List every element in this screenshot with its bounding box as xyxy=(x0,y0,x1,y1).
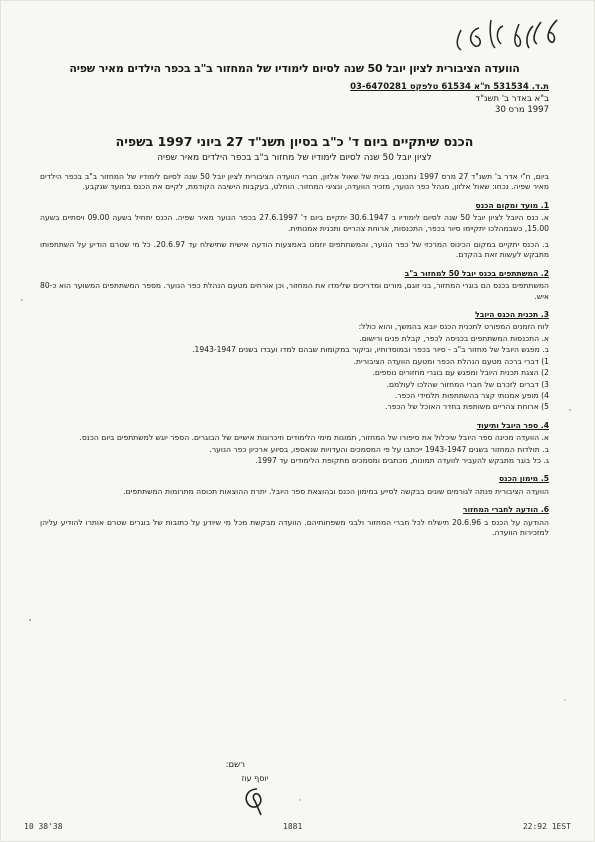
section-4-a: א. הוועדה מכינה ספר היובל שיכלול את סיפורו של המחזור, תמונות מימי הלימודים וזיכרונות אישיים של הבוגרים. הספר יוגש למשתתפים ביום הכנס. xyxy=(79,433,549,443)
document-title xyxy=(40,134,549,163)
section-3-item-5: 5) ארוחת צהריים משותפת בחדר האוכל של הכפר. xyxy=(385,402,549,412)
section-3-item-3: 3) דברים לזכרם של חברי המחזור שהלכו לעולמם. xyxy=(386,379,549,389)
section-1-a: א. כנס היובל לציון יובל 50 שנה לסיום לימודיו ב 30.6.1947 יתקיים ביום ד' 27.6.1997 בכפר הנוער מאיר שפיה. הכנס יתחיל בשעה 09.00 ויסתיים בשעה 15.00, כשבמהלכו יתקיימו סיור בכפר, התכנסות, ארוחת צהריים ותכנית אמנותית. xyxy=(40,213,550,233)
recorder-label: רשם: xyxy=(225,760,245,770)
intro-paragraph: ביום, ח"י אדר ב' תשנ"ד 27 מרס 1997 נתכנסו, בבית של שאול אלזון, חברי הוועדה הציבורית לציון יובל 50 שנה לסיום לימודיו של המחזור ב"ב בכפר הילדים מאיר שפיה. נכחו: שאול אלזון, מנהל כפר הנוער, מזכיר הוועדה, ונציגי המחזור. הוחלט, בעקבות הישיבה הקודמת, לקיים את הכנס במועד שנקבע. xyxy=(40,172,549,192)
section-6-title: 6. הודעה לחברי המחזור xyxy=(462,505,549,515)
section-2-a: המשתתפים בכנס הם בוגרי המחזור, בני זוגם, מורים ומדריכים שלימדו את המחזור, וכן אורחים מטעם הנהלת כפר הנוער. מספר המשתתפים המשוער הוא כ-80 איש. xyxy=(40,281,549,301)
section-4-title: 4. ספר היובל ותיעוד xyxy=(476,420,549,430)
organization-name: הוועדה הציבורית לציון יובל 50 שנה לסיום לימודיו של המחזור ב"ב בכפר הילדים מאיר שפיה xyxy=(69,62,520,75)
document-body xyxy=(40,172,549,544)
fax-footer xyxy=(24,822,571,831)
fax-timestamp: 22:92 1EST xyxy=(522,822,571,831)
section-1-title: 1. מועד ומקום הכנס xyxy=(475,200,549,210)
fax-page-number: 10 38'38 xyxy=(24,822,63,831)
section-4-c: ג. כל בוגר מתבקש להעביר לוועדה תמונות, מכתבים ומסמכים מתקופת הלימודים עד 1997. xyxy=(255,455,549,465)
section-5-title: 5. מימון הכנס xyxy=(498,474,549,484)
section-3-b: ב. מפגש היובל של מחזור ב"ב - סיור בכפר ובמוסדותיו, וביקור במקומות שבהם למדו ועבדו בשנים 1943-1947. xyxy=(192,345,549,355)
gregorian-date: 1997 מרס 30 xyxy=(495,105,549,115)
handwritten-signature-top xyxy=(445,8,565,60)
section-3-intro: לוח הזמנים המפורט לתכנית הכנס יובא בהמשך, והוא כולל: xyxy=(358,322,549,332)
hebrew-date: ב"א באדר ב' תשנ"ד xyxy=(475,93,549,104)
document-meta xyxy=(289,82,549,117)
section-3-item-2: 2) הצגת תכנית היובל ומפגש עם בוגרי מחזורים נוספים. xyxy=(372,368,549,378)
section-5-a: הוועדה הציבורית פנתה לגורמים שונים בבקשה לסייע במימון הכנס ובהוצאת ספר היובל. יתרת ההוצאות תכוסה מתרומות המשתתפים. xyxy=(123,486,549,496)
letterhead xyxy=(40,62,549,75)
handwritten-signature-bottom xyxy=(235,785,275,819)
title-sub: לציון יובל 50 שנה לסיום לימודיו של מחזור ב"ב בכפר הילדים מאיר שפיה xyxy=(157,153,432,163)
title-main: הכנס שיתקיים ביום ד' כ"ב בסיון תשנ"ד 27 ביוני 1997 בשפיה xyxy=(115,134,474,149)
section-4-b: ב. תולדות המחזור בשנים 1943-1947 ייכתבו על פי המסמכים והעדויות שנאספו, בסיוע ארכיון כפר הנוער. xyxy=(209,444,549,454)
section-1-b: ב. הכנס יתקיים במקום הכינוס המרכזי של כפר הנוער, והמשתתפים יוזמנו באמצעות הודעה אישית שתישלח עד 20.6.97. כל מי שטרם הודיע על השתתפותו מתבקש לעשות זאת בהקדם. xyxy=(40,240,549,260)
section-2-title: 2. המשתתפים בכנס יובל 50 למחזור ב"ב xyxy=(404,268,549,278)
signature-block xyxy=(195,774,315,819)
section-3-title: 3. תכנית הכנס היובל xyxy=(475,310,549,320)
contact-line: ת.ד. 531534 ת"א 61534 טלפקס 03-6470281 xyxy=(350,82,549,92)
section-3-item-4: 4) מופע אמנותי קצר בהשתתפות תלמידי הכפר. xyxy=(394,390,549,400)
fax-code: 1881 xyxy=(283,822,303,831)
section-3-item-1: 1) דברי ברכה מטעם הנהלת הכפר ומטעם הוועדה הציבורית. xyxy=(353,356,549,366)
signer-name: יוסף עוז xyxy=(241,774,269,783)
section-3-a: א. התכנסות המשתתפים בכניסה לכפר, קבלת פנים ורישום. xyxy=(359,333,549,343)
section-6-a: ההודעה על הכנס ב 20.6.96 תישלח לכל חברי המחזור ולבני משפחותיהם. הוועדה מבקשת מכל מי שיודע על כתובות של בוגרים שטרם אותרו להודיע עליהן למזכירות הוועדה. xyxy=(40,517,549,537)
